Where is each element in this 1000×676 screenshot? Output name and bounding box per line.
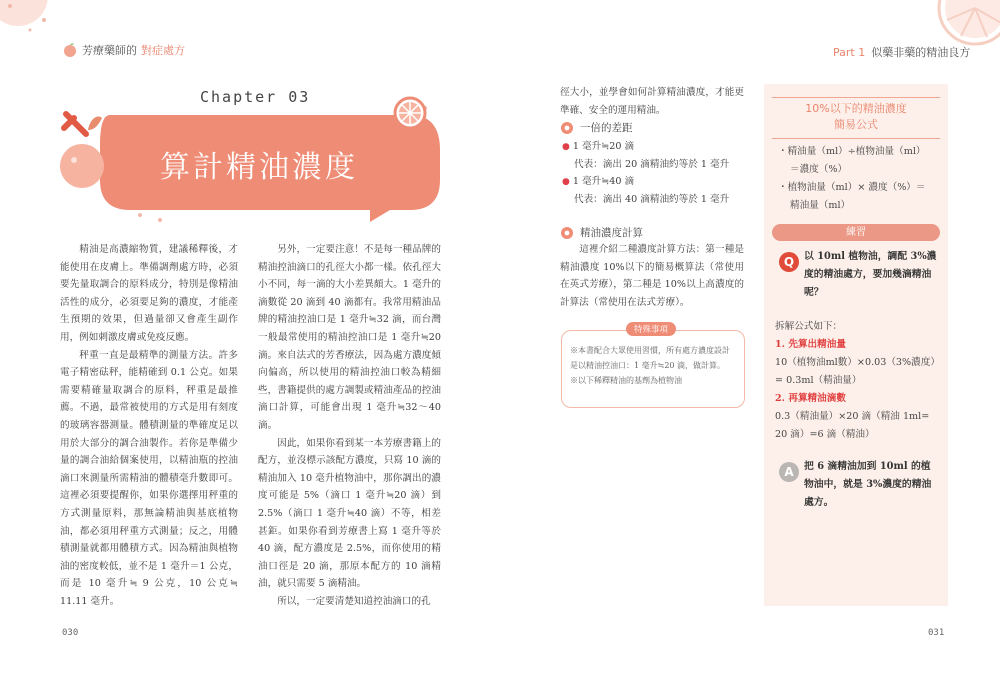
corner-decoration-left xyxy=(0,0,70,40)
question-text: 以 10ml 植物油，調配 3%濃度的精油處方，要加幾滴精油呢？ xyxy=(804,251,937,298)
sidebar-title-line: 簡易公式 xyxy=(834,118,878,131)
paragraph: 徑大小，並學會如何計算精油濃度，才能更準確、安全的運用精油。 xyxy=(560,87,744,116)
subheading-text: 精油濃度計算 xyxy=(580,227,643,239)
practice-label: 練習 xyxy=(772,224,940,241)
sidebar-title-line: 10%以下的精油濃度 xyxy=(805,102,907,115)
question-icon: Q xyxy=(779,252,799,272)
list-item: 1 毫升≒20 滴 xyxy=(572,141,635,152)
tip-notes xyxy=(570,343,736,388)
part-label: Part 1 xyxy=(833,46,866,59)
drop-icon: ● xyxy=(562,142,570,152)
paragraph: 因此，如果你看到某一本芳療書籍上的配方，並沒標示該配方濃度，只寫 10 滴的精油加入 10 毫升植物油中，那你調出的濃度可能是 5%（滴口 1 毫升≒20 滴）到 2.5%（滴口 1 毫升≒40 滴）不等，相差甚鉅。如果你看到芳療書上寫 1 毫升等於 40 滴，配方濃度是 2.5%，而你使用的精油口徑是 20 滴，那原本配方的 10 滴精油，就只需要 5 滴精油。 xyxy=(258,437,441,590)
paragraph: 精油是高濃縮物質，建議稀釋後，才能使用在皮膚上。準備調劑處方時，必須要先量取調合的原料成分，特別是像精油活性的成分，必須要足夠的濃度，才能產生預期的效果，但過量卻又會產生副作用，例如刺激皮膚或免疫反應。 xyxy=(60,244,238,343)
chapter-label: Chapter 03 xyxy=(200,88,311,106)
running-header-left xyxy=(62,42,185,58)
tip-note: ※以下稀釋精油的基劑為植物油 xyxy=(570,376,682,385)
sidebar-title xyxy=(772,101,940,133)
formula: ・精油量（ml）÷植物油量（ml） xyxy=(778,146,926,157)
paragraph: 秤重一直是最精準的測量方法。許多電子精密砝秤，能精確到 0.1 公克。如果需要精確量取調合的原料，秤重是最推薦。不過，最常被使用的方式是用有刻度的玻璃容器測量。體積測量的準確度足以用於大部分的調合油製作。若你是準備少量的調合油給個案使用，以精油瓶的控油滴口來測量所需精油的體積毫升數即可。這裡必須要提醒你，如果你選擇用秤重的方式測量原料，那無論精油與基底植物油，都必須用秤重方式測量；反之，用體積測量就都用體積方式。因為精油與植物油的密度較低，並不是 1 毫升＝1 公克，而是 10 毫升≒ 9 公克，10 公克≒ 11.11 毫升。 xyxy=(60,349,238,607)
text-column-1 xyxy=(60,241,238,610)
page-number-left: 030 xyxy=(62,628,79,638)
ratio-list xyxy=(562,138,752,208)
citrus-logo-icon xyxy=(62,42,78,58)
corner-decoration-right xyxy=(925,0,1000,48)
answer-icon: A xyxy=(779,462,799,482)
text-column-3b xyxy=(560,241,744,311)
formula-list xyxy=(778,143,942,215)
book-title-accent: 對症處方 xyxy=(141,44,185,57)
list-item-detail: 代表：滴出 40 滴精油約等於 1 毫升 xyxy=(574,194,730,205)
tip-note: ※本書配合大眾使用習慣，所有處方濃度設計是以精油控油口：1 毫升≒20 滴，做計算。 xyxy=(570,346,730,370)
drop-icon: ● xyxy=(562,177,570,187)
solution-intro: 拆解公式如下： xyxy=(775,321,843,332)
subheading-calc xyxy=(560,225,643,240)
flower-icon xyxy=(560,226,574,240)
chapter-title: 算計精油濃度 xyxy=(160,150,358,185)
book-title: 芳療藥師的 xyxy=(82,44,137,57)
tip-label: 特殊事項 xyxy=(626,322,676,336)
orange-slice-icon xyxy=(392,95,428,131)
step-heading: 1. 先算出精油量 xyxy=(775,339,846,350)
subheading-ratio xyxy=(560,120,633,135)
paragraph: 所以，一定要清楚知道控油滴口的孔 xyxy=(277,595,431,607)
running-header-right xyxy=(833,44,970,60)
page-number-right: 031 xyxy=(928,628,945,638)
part-title: 似藥非藥的精油良方 xyxy=(871,46,971,59)
list-item: 1 毫升≒40 滴 xyxy=(572,176,635,187)
step-body: 10（植物油ml數）×0.03（3%濃度）= 0.3ml（精油量） xyxy=(775,357,940,386)
paragraph: 這裡介紹二種濃度計算方法：第一種是精油濃度 10%以下的簡易概算法（常使用在英式芳療），第二種是 10%以上高濃度的計算法（常使用在法式芳療）。 xyxy=(560,244,744,308)
text-column-3 xyxy=(560,84,744,119)
formula: 精油量（ml） xyxy=(790,200,851,211)
list-item-detail: 代表：滴出 20 滴精油約等於 1 毫升 xyxy=(574,159,730,170)
formula: ＝濃度（%） xyxy=(790,164,848,175)
subheading-text: 一倍的差距 xyxy=(580,122,633,134)
text-column-2 xyxy=(258,241,441,610)
paragraph: 另外，一定要注意！不是每一種品牌的精油控油滴口的孔徑大小都一樣。依孔徑大小不同，每一滴的大小差異頗大。1 毫升的滴數從 20 滴到 40 滴都有。我常用精油品牌的精油控油口是 1 毫升≒32 滴，而台灣一般最常使用的精油控油口是 1 毫升≒20 滴。來自法式的芳香療法，因為處方濃度傾向偏高，所以使用的精油控油口較為精細些，書籍提供的處方調製或精油產品的控油滴口計算，可能會出現 1 毫升≒32～40 滴。 xyxy=(258,244,441,431)
flower-icon xyxy=(560,121,574,135)
step-heading: 2. 再算精油滴數 xyxy=(775,393,846,404)
formula: ・植物油量（ml）× 濃度（%）＝ xyxy=(778,182,926,193)
solution xyxy=(775,318,941,444)
step-body: 0.3（精油量）×20 滴（精油 1ml= 20 滴）=6 滴（精油） xyxy=(775,411,930,440)
answer-text: 把 6 滴精油加到 10ml 的植物油中，就是 3%濃度的精油處方。 xyxy=(804,461,932,508)
